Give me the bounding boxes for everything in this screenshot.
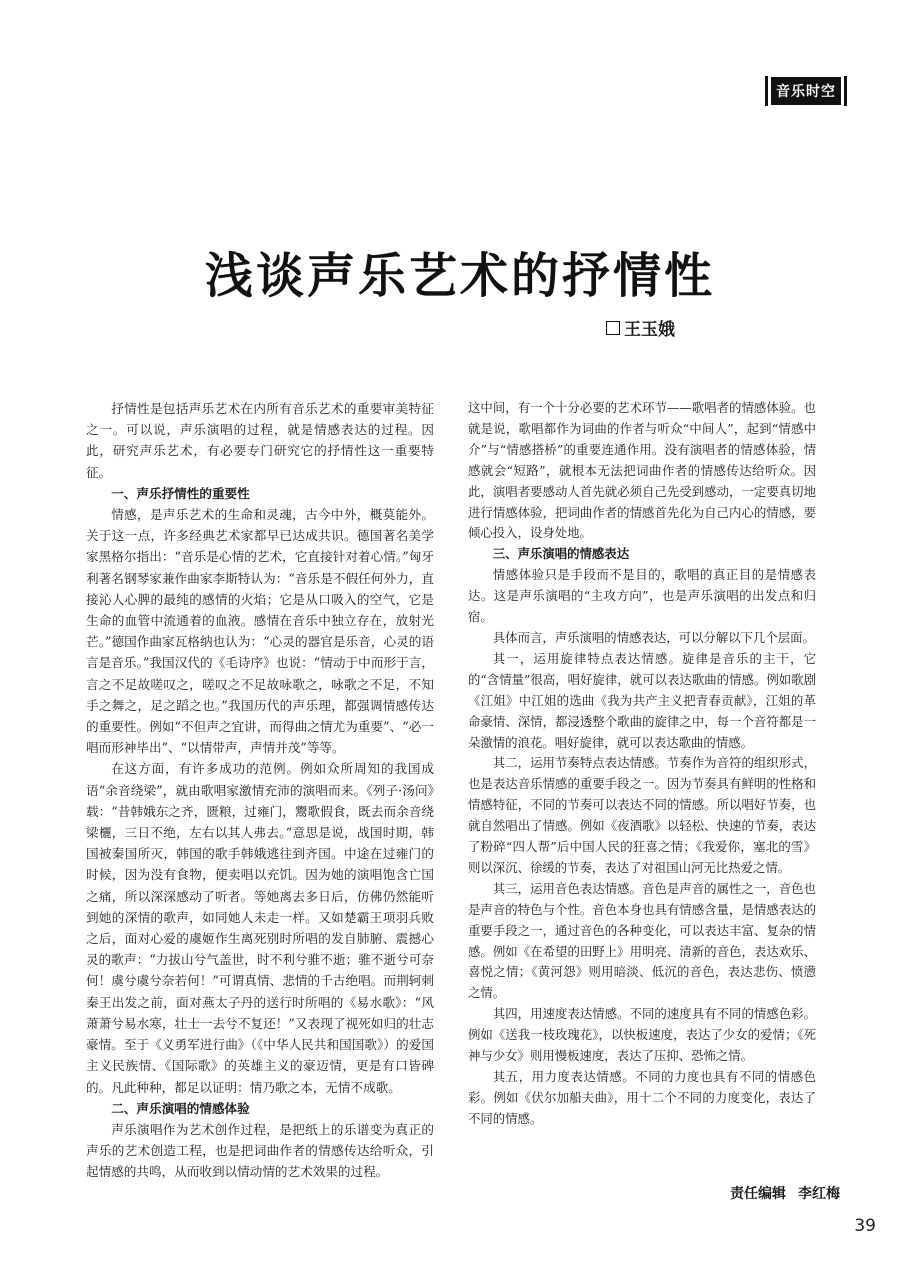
tag-right-rule [844, 76, 847, 106]
author-box-icon [606, 321, 620, 335]
author-name: 王玉娥 [624, 320, 675, 340]
paragraph: 抒情性是包括声乐艺术在内所有音乐艺术的重要审美特征之一。可以说，声乐演唱的过程，就是情感表达的过程。因此，研究声乐艺术，有必要专门研究它的抒情性这一重要特征。 [86, 401, 434, 480]
paragraph: 其二，运用节奏特点表达情感。节奏作为音符的组织形式，也是表达音乐情感的重要手段之一。因为节奏具有鲜明的性格和情感特征，不同的节奏可以表达不同的情感。所以唱好节奏，也就自然唱出了情感。例如《夜酒歌》以轻松、快速的节奏，表达了粉碎“四人帮”后中国人民的狂喜之情；《我爱你，塞北的雪》则以深沉、徐缓的节奏，表达了对祖国山河无比热爱之情。 [468, 755, 816, 875]
paragraph: 其三，运用音色表达情感。音色是声音的属性之一，音色也是声音的特色与个性。音色本身也具有情感含量，是情感表达的重要手段之一，通过音色的各种变化，可以表达丰富、复杂的情感。例如《在希望的田野上》用明亮、清新的音色，表达欢乐、喜悦之情；《黄河怨》则用暗淡、低沉的音色，表达悲伤、愤懑之情。 [468, 880, 816, 1001]
tag-left-rule [765, 76, 768, 106]
paragraph: 其四，用速度表达情感。不同的速度具有不同的情感色彩。例如《送我一枝玫瑰花》，以快板速度，表达了少女的爱情；《死神与少女》则用慢板速度，表达了压抑、恐怖之情。 [468, 1006, 816, 1064]
paragraph: 情感体验只是手段而不是目的，歌唱的真正目的是情感表达。这是声乐演唱的“主攻方向”，也是声乐演唱的出发点和归宿。 [468, 567, 816, 625]
editor-credit [730, 1183, 840, 1203]
section-tag [765, 74, 847, 108]
page-number: 39 [854, 1216, 876, 1236]
author-line [606, 315, 675, 340]
section-tag-label: 音乐时空 [771, 77, 841, 105]
editor-label: 责任编辑 [730, 1186, 786, 1202]
section-heading: 三、声乐演唱的情感表达 [492, 546, 630, 562]
paragraph: 其五，用力度表达情感。不同的力度也具有不同的情感色彩。例如《伏尔加船夫曲》，用十二个不同的力度变化，表达了不同的情感。 [468, 1069, 816, 1126]
section-heading: 一、声乐抒情性的重要性 [111, 485, 250, 501]
left-column [86, 398, 434, 1183]
paragraph-continued: 这中间，有一个十分必要的艺术环节——歌唱者的情感体验。也就是说，歌唱都作为词曲的作者与听众“中间人”，起到“情感中介”与“情感搭桥”的重要连通作用。没有演唱者的情感体验，情感就会“短路”，就根本无法把词曲作者的情感传达给听众。因此，演唱者要感动人首先就必须自己先受到感动，一定要真切地进行情感体验，把词曲作者的情感首先化为自己内心的情感，要倾心投入，设身处地。 [468, 400, 816, 541]
paragraph: 具体而言，声乐演唱的情感表达，可以分解以下几个层面。 [492, 629, 815, 645]
paragraph: 在这方面，有许多成功的范例。例如众所周知的我国成语“余音绕梁”，就由歌唱家激情充沛的演唱而来。《列子·汤问》载：“昔韩娥东之齐，匮粮，过雍门，鬻歌假食，既去而余音绕梁欐，三日不绝，左右以其人弗去。”意思是说，战国时期，韩国被秦国所灭，韩国的歌手韩娥逃往到齐国。中途在过雍门的时候，因为没有食物，便卖唱以充饥。因为她的演唱饱含亡国之痛，所以深深感动了听者。等她离去多日后，仿佛仍然能听到她的深情的歌声，如同她人未走一样。又如楚霸王项羽兵败之后，面对心爱的虞姬作生离死别时所唱的发自肺腑、震撼心灵的歌声：“力拔山兮气盖世，时不利兮骓不逝；骓不逝兮可奈何！虞兮虞兮奈若何！”可谓真情、悲情的千古绝唱。而荆轲刺秦王出发之前，面对燕太子丹的送行时所唱的《易水歌》：“风萧萧兮易水寒，壮士一去兮不复还！”又表现了视死如归的壮志豪情。至于《义勇军进行曲》（《中华人民共和国国歌》）的爱国主义民族情、《国际歌》的英雄主义的豪迈情，更是有口皆碑的。凡此种种，都足以证明：情乃歌之本，无情不成歌。 [86, 761, 434, 1095]
section-heading: 二、声乐演唱的情感体验 [111, 1100, 250, 1116]
editor-name: 李红梅 [798, 1186, 840, 1202]
right-column [468, 398, 816, 1130]
article-title: 浅谈声乐艺术的抒情性 [204, 248, 715, 305]
paragraph: 其一，运用旋律特点表达情感。旋律是音乐的主干，它的“含情量”很高，唱好旋律，就可以表达歌曲的情感。例如歌剧《江姐》中江姐的选曲《我为共产主义把青春贡献》，江姐的革命豪情、深情，都浸透整个歌曲的旋律之中，每一个音符都是一朵激情的浪花。唱好旋律，就可以表达歌曲的情感。 [468, 650, 816, 750]
paragraph: 声乐演唱作为艺术创作过程，是把纸上的乐谱变为真正的声乐的艺术创造工程，也是把词曲作者的情感传达给听众，引起情感的共鸣，从而收到以情动情的艺术效果的过程。 [86, 1121, 434, 1180]
paragraph: 情感，是声乐艺术的生命和灵魂，古今中外，概莫能外。关于这一点，许多经典艺术家都早已达成共识。德国著名美学家黑格尔指出：“音乐是心情的艺术，它直接针对着心情。”匈牙利著名钢琴家兼作曲家李斯特认为：“音乐是不假任何外力，直接沁人心脾的最纯的感情的火焰；它是从口吸入的空气，它是生命的血管中流通着的血液。感情在音乐中独立存在，放射光芒。”德国作曲家瓦格纳也认为：“心灵的器官是乐音，心灵的语言是音乐。”我国汉代的《毛诗序》也说：“情动于中而形于言，言之不足故嗟叹之，嗟叹之不足故咏歌之，咏歌之不足，不知手之舞之，足之蹈之也。”我国历代的声乐理，都强调情感传达的重要性。例如“不但声之宜讲，而得曲之情尤为重要”、“必一唱而形神毕出”、“以情带声，声情并茂”等等。 [86, 507, 434, 756]
